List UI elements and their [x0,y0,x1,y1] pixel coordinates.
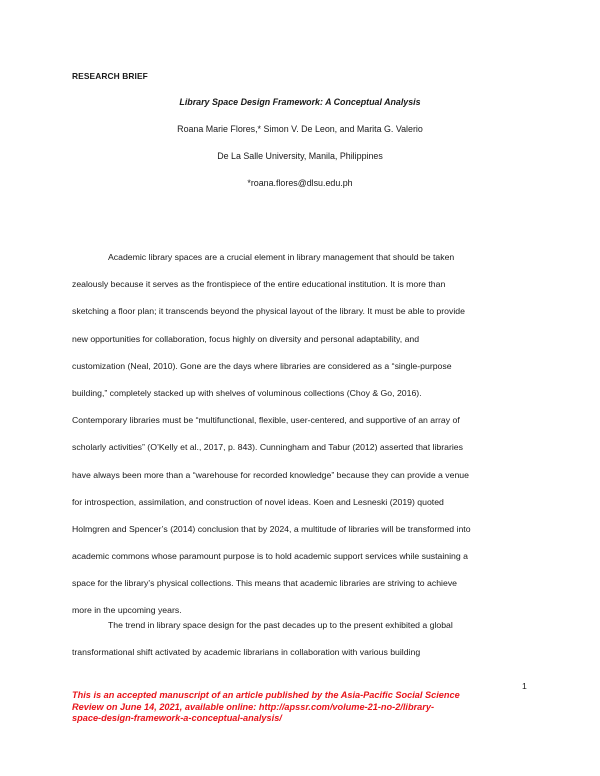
text-line: The trend in library space design for the past decades up to the present exhibited a global [108,620,453,630]
page-number: 1 [522,681,527,691]
text-line: new opportunities for collaboration, focus highly on diversity and personal adaptability, and [72,333,420,344]
text-line: transformational shift activated by academic librarians in collaboration with various building [72,647,421,658]
text-line: Academic library spaces are a crucial element in library management that should be taken [108,252,455,262]
notice-line: This is an accepted manuscript of an article published by the Asia-Pacific Social Science [72,690,460,700]
text-line: for introspection, assimilation, and construction of novel ideas. Koen and Lesneski (2019) quoted [72,496,444,507]
section-label: RESEARCH BRIEF [72,71,148,81]
text-line: have always been more than a “warehouse for recorded knowledge” because they can provide a venue [72,469,469,480]
paragraph-1 [72,244,534,625]
text-line: Holmgren and Spencer’s (2014) conclusion that by 2024, a multitude of libraries will be transformed into [72,523,471,534]
text-line: sketching a floor plan; it transcends beyond the physical layout of the library. It must be able to provide [72,306,465,317]
text-line: more in the upcoming years. [72,605,182,616]
manuscript-notice [72,690,542,725]
text-line: building,” completely stacked up with shelves of voluminous collections (Choy & Go, 2016). [72,387,422,398]
text-line: space for the library’s physical collections. This means that academic libraries are striving to achieve [72,578,457,589]
notice-line: space-design-framework-a-conceptual-analysis/ [72,713,282,724]
affiliation: De La Salle University, Manila, Philippines [217,151,383,161]
text-line: scholarly activities” (O’Kelly et al., 2017, p. 843). Cunningham and Tabur (2012) asserted that libraries [72,442,463,453]
paragraph-2 [72,612,534,666]
text-line: zealously because it serves as the frontispiece of the entire educational institution. It is more than [72,279,446,290]
text-line: academic commons whose paramount purpose is to hold academic support services while sustaining a [72,551,468,562]
author-list: Roana Marie Flores,* Simon V. De Leon, and Marita G. Valerio [177,124,423,134]
paper-title: Library Space Design Framework: A Conceptual Analysis [179,97,421,107]
text-line: Contemporary libraries must be “multifunctional, flexible, user-centered, and supportive of an array of [72,415,460,426]
corresponding-email: *roana.flores@dlsu.edu.ph [247,178,353,188]
notice-line: Review on June 14, 2021, available online: http://apssr.com/volume-21-no-2/library- [72,701,434,712]
text-line: customization (Neal, 2010). Gone are the days where libraries are considered as a “single-purpose [72,360,452,371]
